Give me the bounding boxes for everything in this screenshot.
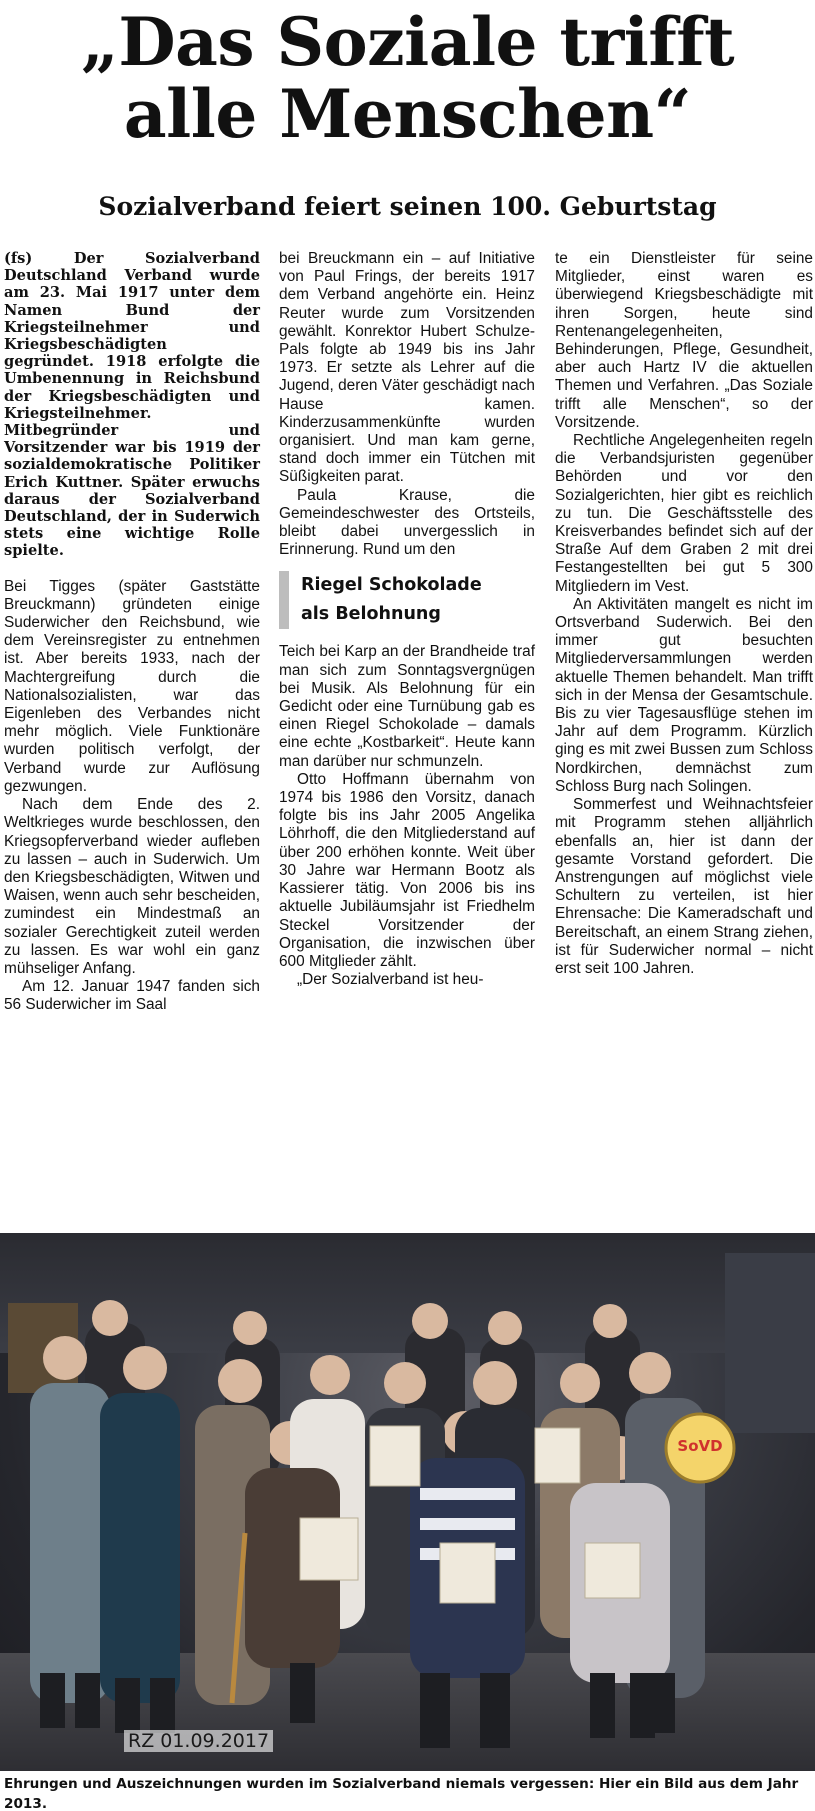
body-paragraph: Am 12. Januar 1947 fanden sich 56 Suderwicher im Saal xyxy=(4,978,260,1014)
headline-line-2: alle Menschen“ xyxy=(123,75,692,153)
column-3 xyxy=(555,250,813,978)
column-1 xyxy=(4,250,260,1015)
photo-caption: Ehrungen und Auszeichnungen wurden im Sozialverband niemals vergessen: Hier ein Bild aus dem Jahr 2013. xyxy=(4,1776,799,1811)
headline-line-1: „Das Soziale trifft xyxy=(80,3,735,81)
body-paragraph: An Aktivitäten mangelt es nicht im Ortsverband Suderwich. Bei den immer gut besuchten Mitgliederversammlungen werden aktuelle Themen behandelt. Man trifft sich in der Mensa der Gesamtschule. Bis zu vier Tagesausflüge stehen im Jahr auf dem Programm. Kürzlich ging es mit zwei Bussen zum Schloss Nordkirchen, demnächst zum Schloss Burg nach Solingen. xyxy=(555,595,813,795)
body-paragraph: Nach dem Ende des 2. Weltkrieges wurde beschlossen, den Kriegsopferverband wieder aufleben zu lassen – auch in Suderwich. Um den Kriegsbeschädigten, Witwen und Waisen, wenn auch sehr bescheiden, zumindest ein Mindestmaß an sozialer Gerechtigkeit zuteil werden zu lassen. Es war wohl ein ganz mühseliger Anfang. xyxy=(4,796,260,977)
sovd-logo-text: SoVD xyxy=(677,1437,723,1455)
body-paragraph: Otto Hoffmann übernahm von 1974 bis 1986 den Vorsitz, danach folgte bis ins Jahr 2005 Angelika Löhrhoff, die den Mitgliederstand auf über 200 erhöhen konnte. Weit über 30 Jahre war Hermann Bootz als Kassierer tätig. Von 2006 bis ins aktuelle Jubiläumsjahr ist Friedhelm Steckel Vorsitzender der Organisation, die inzwischen über 600 Mitglieder zählt. xyxy=(279,770,535,970)
body-paragraph: Teich bei Karp an der Brandheide traf man sich zum Sonntagsvergnügen bei Musik. Als Belohnung für ein Gedicht oder eine Turnübung gab es einen Riegel Schokolade – damals eine echte „Kostbarkeit“. Heute kann man darüber nur schmunzeln. xyxy=(279,643,535,770)
column-2 xyxy=(279,250,535,989)
sovd-logo xyxy=(676,1436,724,1456)
intertitle xyxy=(279,571,535,629)
date-stamp: RZ 01.09.2017 xyxy=(124,1730,273,1752)
intertitle-line-2: als Belohnung xyxy=(301,604,441,625)
subheadline: Sozialverband feiert seinen 100. Geburtstag xyxy=(98,192,717,221)
body-paragraph: Bei Tigges (später Gaststätte Breuckmann) gründeten einige Suderwicher den Reichsbund, wie dem Vereinsregister zu entnehmen ist. Aber bereits 1933, nach der Machtergreifung durch die Nationalsozialisten, war das Eigenleben des Verbandes nicht mehr möglich. Viele Funktionäre wurden politisch verfolgt, der Verband wurde zur Auflösung gezwungen. xyxy=(4,577,260,795)
group-photo xyxy=(0,1233,815,1771)
headline xyxy=(0,0,815,153)
body-paragraph: bei Breuckmann ein – auf Initiative von Paul Frings, der bereits 1917 dem Verband angehörte ein. Heinz Reuter wurde zum Vorsitzenden gewählt. Konrektor Hubert Schulze-Pals folgte ab 1949 bis ins Jahr 1973. Er setzte als Lehrer auf die Jugend, deren Väter geschädigt nach Hause kamen. Kinderzusammenkünfte wurden organisiert. Und man kam gerne, stand doch immer ein Tütchen mit Süßigkeiten parat. xyxy=(279,250,535,486)
body-paragraph: Paula Krause, die Gemeindeschwester des Ortsteils, bleibt dabei unvergesslich in Erinnerung. Rund um den xyxy=(279,486,535,559)
lead-paragraph: (fs) Der Sozialverband Deutschland Verband wurde am 23. Mai 1917 unter dem Namen Bund der Kriegsteilnehmer und Kriegsbeschädigten gegründet. 1918 erfolgte die Umbenennung in Reichsbund der Kriegsbeschädigten und Kriegsteilnehmer. Mitbegründer und Vorsitzender war bis 1919 der sozialdemokratische Politiker Erich Kuttner. Später erwuchs daraus der Sozialverband Deutschland, der in Suderwich stets eine wichtige Rolle spielte. xyxy=(4,250,260,560)
body-paragraph: Sommerfest und Weihnachtsfeier mit Programm stehen alljährlich ebenfalls an, hier ist dann der gesamte Vorstand gefordert. Die Anstrengungen auf möglichst viele Schultern zu verteilen, ist hier Ehrensache: Die Kameradschaft und Bereitschaft, an einem Strang ziehen, ist für Suderwicher normal – nicht erst seit 100 Jahren. xyxy=(555,796,813,977)
body-paragraph: te ein Dienstleister für seine Mitglieder, einst waren es überwiegend Kriegsbeschädigte mit ihren Sorgen, heute sind Rentenangelegenheiten, Behinderungen, Pflege, Gesundheit, aber auch Hartz IV die aktuellen Themen und Verfahren. „Das Soziale trifft alle Menschen“, so der Vorsitzende. xyxy=(555,250,813,431)
body-paragraph: Rechtliche Angelegenheiten regeln die Verbandsjuristen gegenüber Behörden und vor den Sozialgerichten, hier gibt es reichlich zu tun. Die Geschäftsstelle des Kreisverbandes befindet sich auf der Straße Auf dem Graben 2 mit drei Festangestellten bei gut 5 300 Mitgliedern im Vest. xyxy=(555,432,813,595)
photo-people-illustration xyxy=(0,1233,815,1771)
intertitle-line-1: Riegel Schokolade xyxy=(301,575,482,596)
body-paragraph: „Der Sozialverband ist heu- xyxy=(297,971,484,989)
